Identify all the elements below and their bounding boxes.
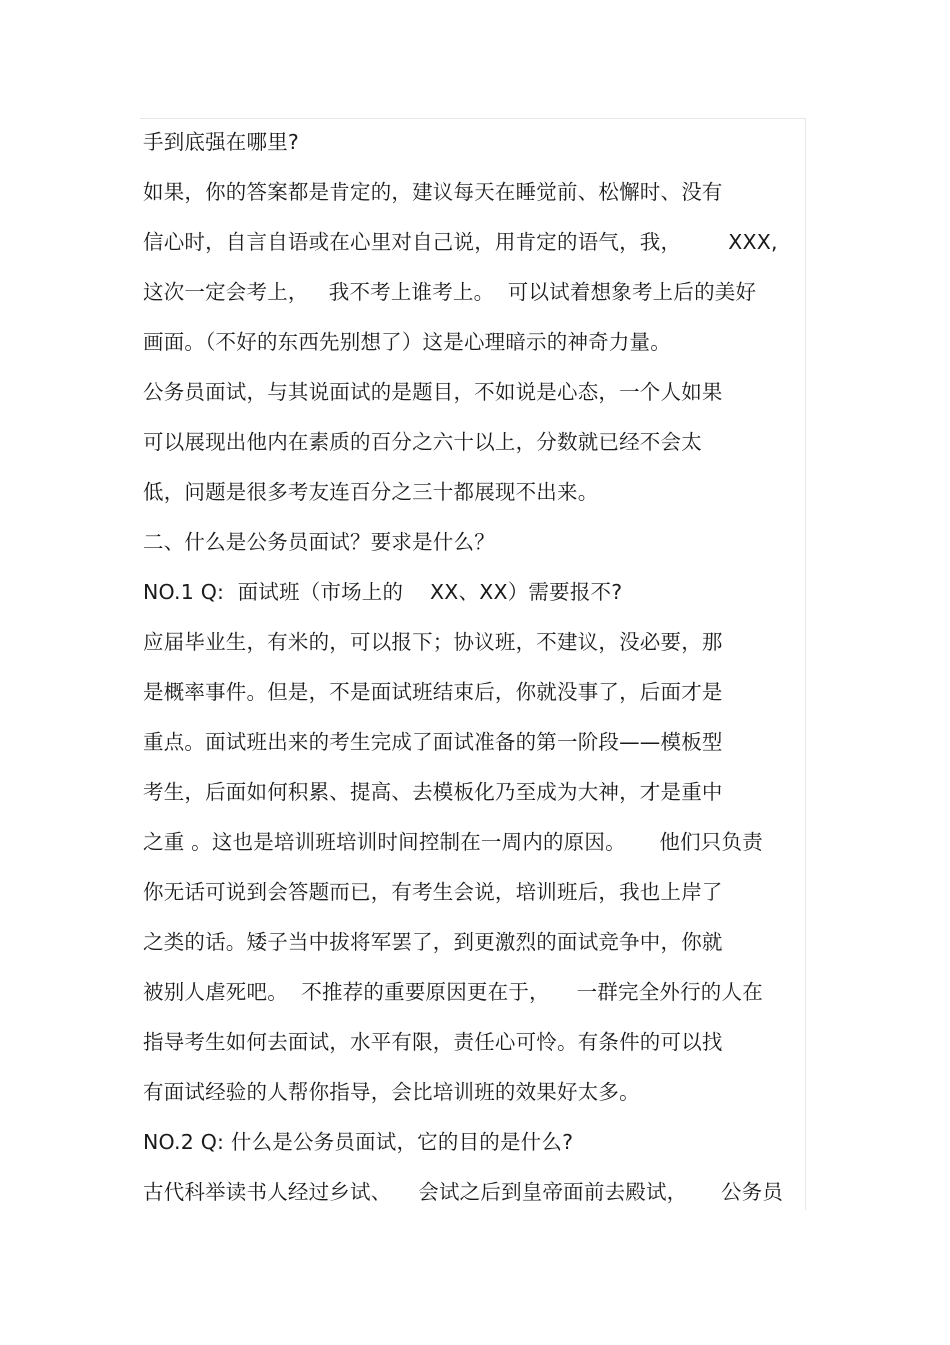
text-line: 古代科举读书人经过乡试、 会试之后到皇帝面前去殿试， 公务员 <box>143 1180 784 1204</box>
text-line: 画面。（不好的东西先别想了）这是心理暗示的神奇力量。 <box>143 330 671 354</box>
text-line: 考生，后面如何积累、提高、去模板化乃至成为大神，才是重中 <box>143 780 723 804</box>
text-line: 之重 。这也是培训班培训时间控制在一周内的原因。 他们只负责 <box>143 830 763 854</box>
text-line: 之类的话。矮子当中拔将军罢了，到更激烈的面试竞争中，你就 <box>143 930 723 954</box>
text-line: 有面试经验的人帮你指导，会比培训班的效果好太多。 <box>143 1080 640 1104</box>
text-line: 信心时，自言自语或在心里对自己说，用肯定的语气，我， XXX, <box>143 230 778 254</box>
text-line: 你无话可说到会答题而已，有考生会说，培训班后，我也上岸了 <box>143 880 723 904</box>
question-line: NO.1 Q: 面试班（市场上的 XX、XX）需要报不? <box>143 580 623 604</box>
text-line: 公务员面试，与其说面试的是题目，不如说是心态，一个人如果 <box>143 380 723 404</box>
text-line: 是概率事件。但是，不是面试班结束后，你就没事了，后面才是 <box>143 680 723 704</box>
text-line: 应届毕业生，有米的，可以报下；协议班，不建议，没必要，那 <box>143 630 723 654</box>
text-line: 被别人虐死吧。 不推荐的重要原因更在于， 一群完全外行的人在 <box>143 980 763 1004</box>
text-line: 这次一定会考上， 我不考上谁考上。 可以试着想象考上后的美好 <box>143 280 757 304</box>
document-body <box>143 117 813 1217</box>
text-line: 重点。面试班出来的考生完成了面试准备的第一阶段——模板型 <box>143 730 723 754</box>
question-line: NO.2 Q: 什么是公务员面试，它的目的是什么? <box>143 1130 574 1154</box>
section-heading: 二、什么是公务员面试？要求是什么？ <box>143 530 495 554</box>
text-line: 可以展现出他内在素质的百分之六十以上，分数就已经不会太 <box>143 430 702 454</box>
text-line: 指导考生如何去面试，水平有限，责任心可怜。有条件的可以找 <box>143 1030 723 1054</box>
text-line: 低，问题是很多考友连百分之三十都展现不出来。 <box>143 480 599 504</box>
text-line: 手到底强在哪里? <box>143 130 299 154</box>
text-line: 如果，你的答案都是肯定的，建议每天在睡觉前、松懈时、没有 <box>143 180 723 204</box>
